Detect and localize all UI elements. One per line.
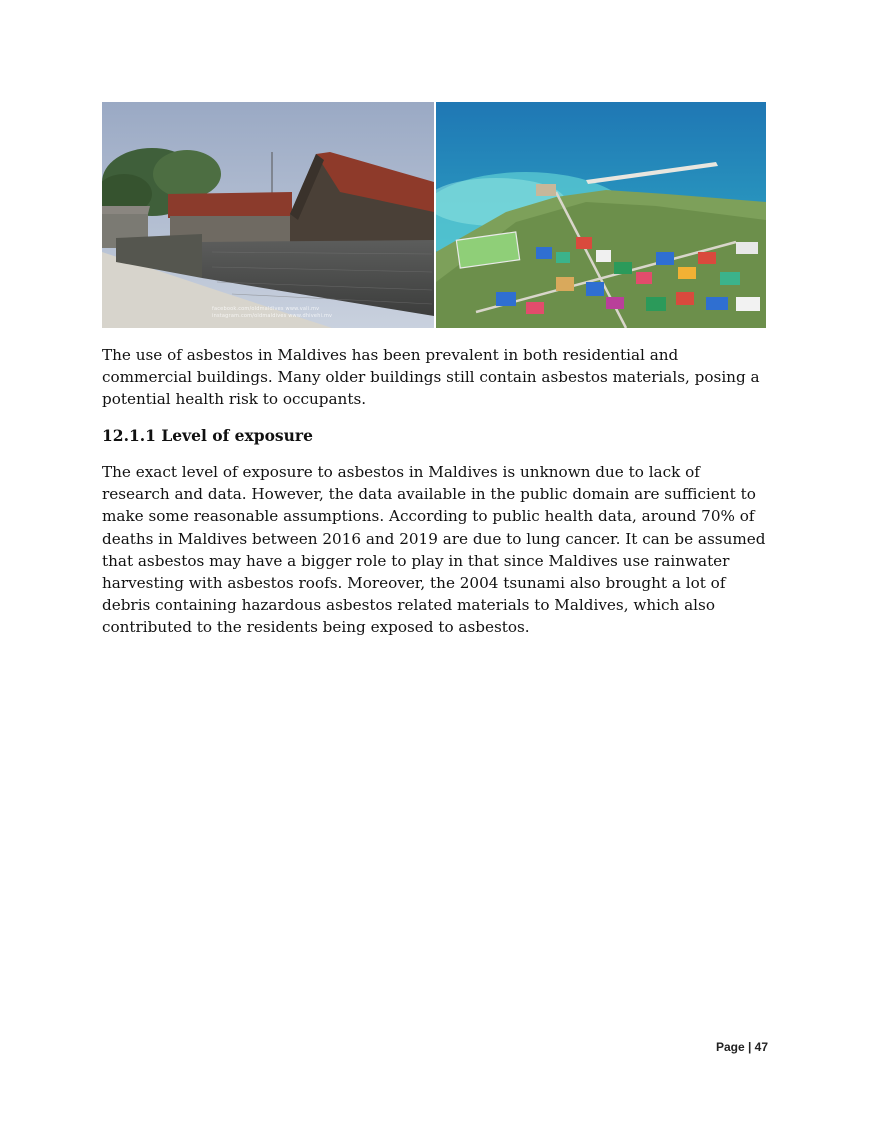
section-heading: 12.1.1 Level of exposure bbox=[102, 426, 313, 445]
watermark-line: facebook.com/oldmaldives www.vali.mv bbox=[212, 306, 320, 312]
aerial-island-illustration bbox=[436, 102, 766, 328]
body-paragraph: The use of asbestos in Maldives has been prevalent in both residential and commercial buildings. Many older buildings still contain asbestos materials, posing a potential health risk to occupants. bbox=[102, 346, 760, 409]
figure-photos bbox=[102, 102, 766, 328]
body-paragraph: The exact level of exposure to asbestos in Maldives is unknown due to lack of research and data. However, the data available in the public domain are sufficient to make some reasonable assumptions. According to public health data, around 70% of deaths in Maldives between 2016 and 2019 are due to lung cancer. It can be assumed that asbestos may have a bigger role to play in that since Maldives use rainwater harvesting with asbestos roofs. Moreover, the 2004 tsunami also brought a lot of debris containing hazardous asbestos related materials to Maldives, which also contributed to the residents being exposed to asbestos. bbox=[102, 463, 766, 637]
photo-watermark bbox=[212, 306, 332, 320]
old-coral-stone-houses-photo bbox=[102, 102, 436, 328]
page-number: Page | 47 bbox=[715, 1040, 768, 1054]
aerial-island-photo bbox=[436, 102, 766, 328]
coral-stone-houses-illustration bbox=[102, 102, 434, 328]
watermark-line: instagram.com/oldmaldives www.dhivehi.mv bbox=[212, 313, 333, 319]
